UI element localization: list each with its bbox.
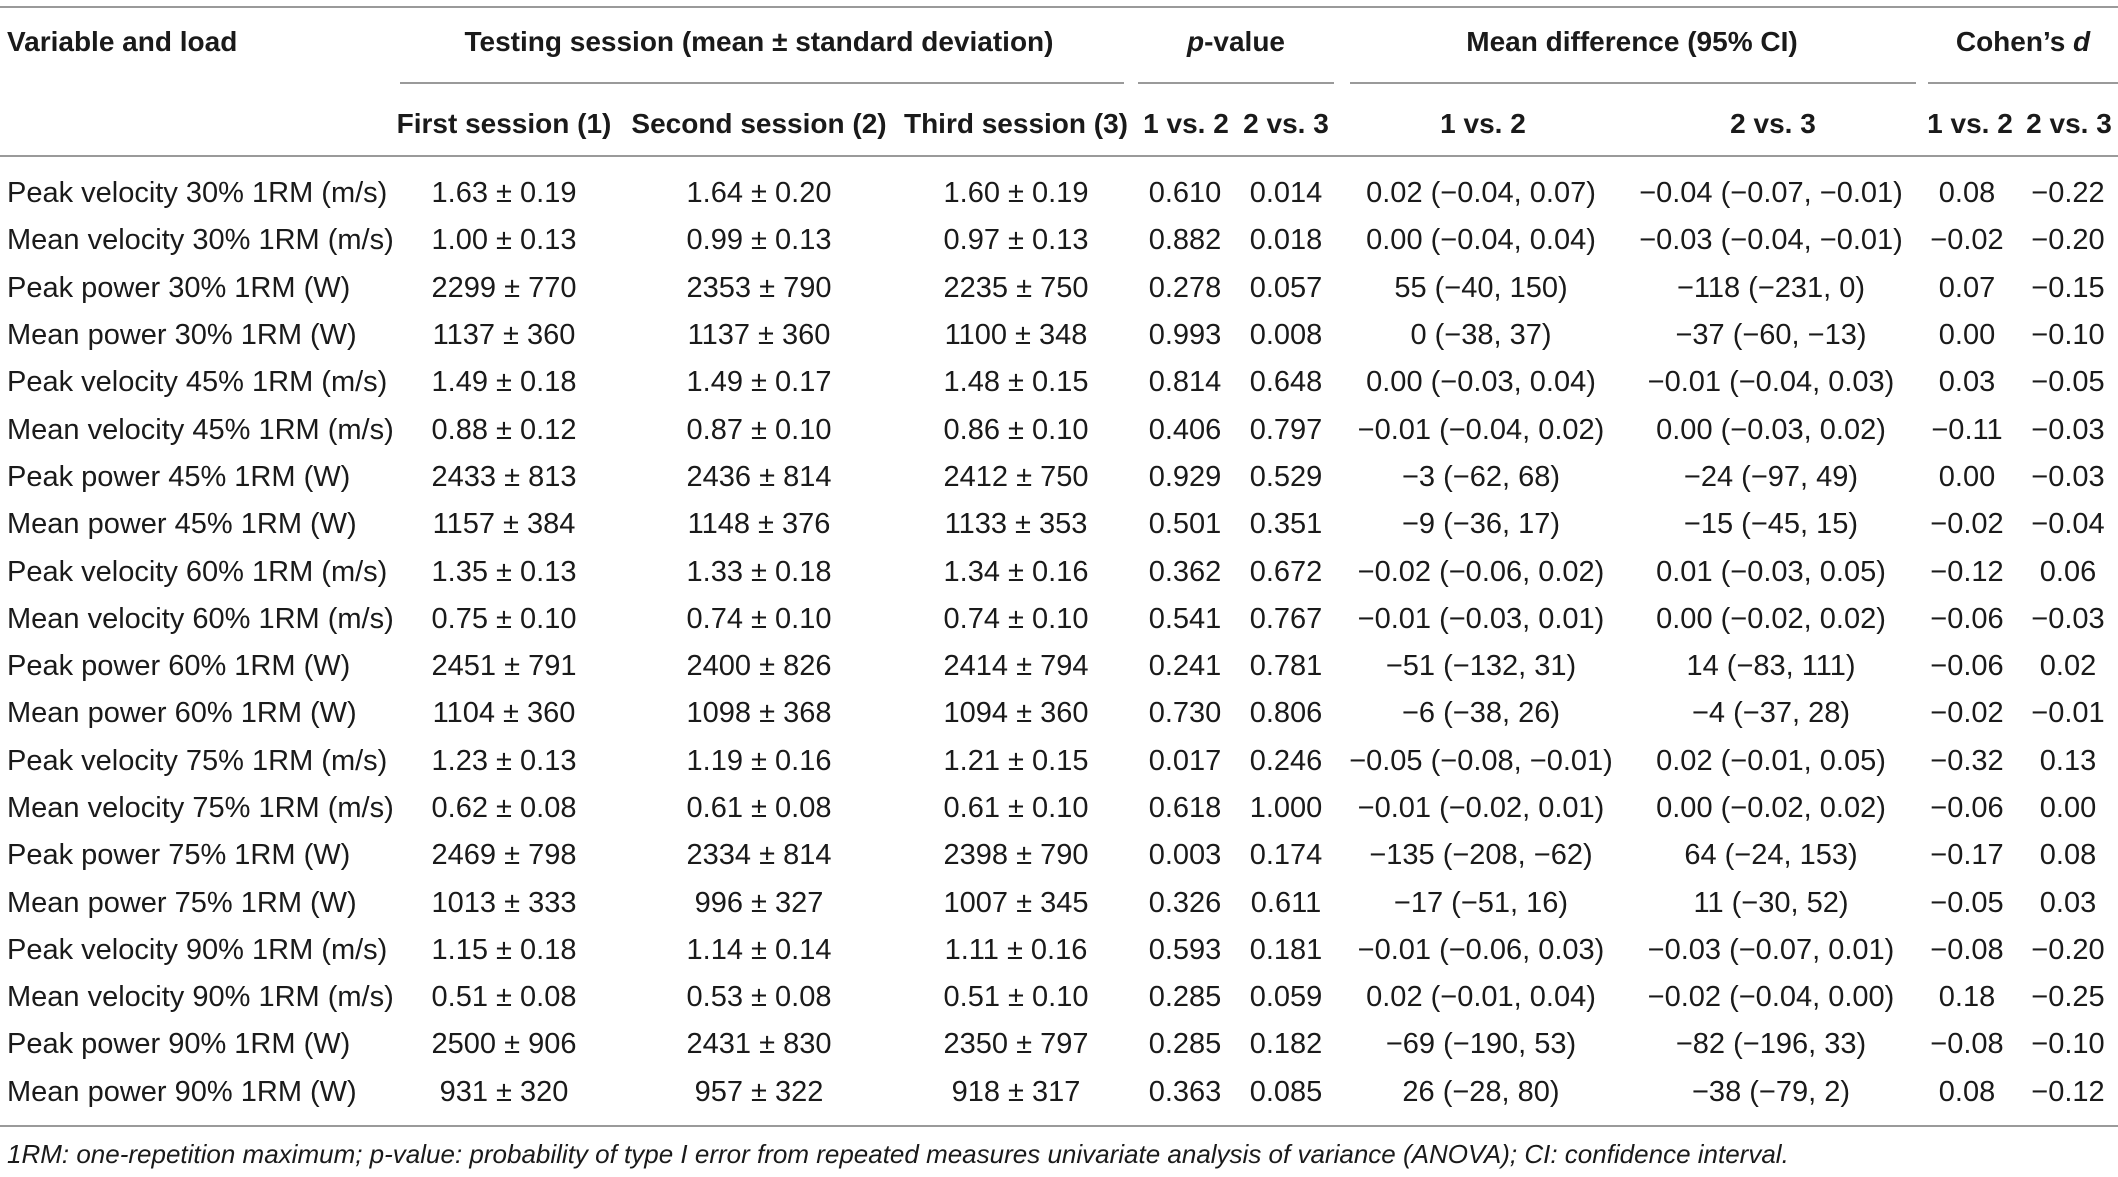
table-row: [0, 359, 2118, 406]
md-2v3-cell: −118 (−231, 0): [1676, 271, 1866, 304]
p-2v3-cell: 0.182: [1249, 1028, 1323, 1061]
p-2v3-cell: 0.057: [1249, 271, 1323, 304]
md-1v2-cell: −0.01 (−0.06, 0.03): [1357, 933, 1605, 966]
md-1v2-cell: 26 (−28, 80): [1402, 1075, 1560, 1108]
third-session-cell: 918 ± 317: [951, 1075, 1081, 1108]
md-1v2-cell: −0.01 (−0.04, 0.02): [1357, 413, 1605, 446]
d-1v2-cell: −0.02: [1930, 697, 2004, 730]
variable-cell: Peak velocity 90% 1RM (m/s): [7, 933, 388, 966]
d-2v3-cell: −0.03: [2031, 413, 2105, 446]
p-1v2-cell: 0.285: [1148, 981, 1222, 1014]
variable-cell: Peak power 45% 1RM (W): [7, 460, 351, 493]
p-2v3-cell: 0.181: [1249, 933, 1323, 966]
cohens-prefix: Cohen’s: [1955, 26, 2074, 57]
second-session-cell: 2334 ± 814: [686, 839, 832, 872]
d-2v3-cell: 0.00: [2039, 792, 2097, 824]
table-row: [0, 690, 2118, 737]
first-session-cell: 1.15 ± 0.18: [431, 933, 577, 966]
d-2v3-cell: −0.12: [2031, 1075, 2105, 1108]
table-row: [0, 785, 2118, 832]
third-session-cell: 1094 ± 360: [943, 697, 1089, 730]
third-session-cell: 0.86 ± 0.10: [943, 413, 1089, 446]
first-session-cell: 931 ± 320: [439, 1075, 569, 1108]
header-mean-difference: Mean difference (95% CI): [1466, 26, 1798, 57]
header-d-2v3: 2 vs. 3: [2026, 108, 2112, 139]
first-session-cell: 2433 ± 813: [431, 460, 577, 493]
second-session-cell: 1.64 ± 0.20: [686, 177, 832, 210]
p-1v2-cell: 0.541: [1148, 602, 1222, 635]
md-2v3-cell: 14 (−83, 111): [1686, 650, 1856, 683]
p-1v2-cell: 0.363: [1148, 1075, 1222, 1108]
d-2v3-cell: −0.22: [2031, 177, 2105, 210]
variable-cell: Peak velocity 75% 1RM (m/s): [7, 744, 388, 777]
md-2v3-cell: −0.03 (−0.07, 0.01): [1647, 933, 1895, 966]
second-session-cell: 0.61 ± 0.08: [686, 792, 832, 824]
table-bottom-rule: [0, 1125, 2118, 1127]
variable-cell: Mean power 60% 1RM (W): [7, 697, 357, 730]
md-1v2-cell: −17 (−51, 16): [1393, 886, 1569, 919]
second-session-cell: 2436 ± 814: [686, 460, 832, 493]
md-2v3-cell: −0.03 (−0.04, −0.01): [1639, 224, 1903, 257]
second-session-cell: 957 ± 322: [694, 1075, 824, 1108]
md-2v3-cell: −24 (−97, 49): [1683, 460, 1859, 493]
variable-cell: Mean velocity 90% 1RM (m/s): [7, 981, 394, 1014]
header-p-2v3: 2 vs. 3: [1243, 108, 1329, 139]
p-2v3-cell: 0.085: [1249, 1075, 1323, 1108]
p-1v2-cell: 0.610: [1148, 177, 1222, 210]
second-session-cell: 1.33 ± 0.18: [686, 555, 832, 588]
md-1v2-cell: 0.00 (−0.03, 0.04): [1366, 366, 1596, 399]
first-session-cell: 0.88 ± 0.12: [431, 413, 577, 446]
p-2v3-cell: 0.648: [1249, 366, 1323, 399]
first-session-cell: 2469 ± 798: [431, 839, 577, 872]
md-1v2-cell: −51 (−132, 31): [1385, 650, 1577, 683]
table-row: [0, 217, 2118, 264]
first-session-cell: 1157 ± 384: [432, 508, 576, 541]
header-md-2v3: 2 vs. 3: [1730, 108, 1816, 139]
p-value-suffix: -value: [1204, 26, 1286, 57]
second-session-cell: 2431 ± 830: [686, 1028, 832, 1061]
md-2v3-cell: 0.00 (−0.03, 0.02): [1656, 413, 1886, 446]
table-row: [0, 501, 2118, 548]
third-session-cell: 1007 ± 345: [943, 886, 1089, 919]
p-1v2-cell: 0.993: [1148, 319, 1222, 352]
md-1v2-cell: −0.02 (−0.06, 0.02): [1357, 555, 1605, 588]
table-row: [0, 596, 2118, 643]
md-2v3-cell: 0.00 (−0.02, 0.02): [1656, 792, 1886, 824]
p-2v3-cell: 0.059: [1249, 981, 1323, 1014]
md-2v3-cell: −37 (−60, −13): [1675, 319, 1867, 352]
variable-cell: Mean power 45% 1RM (W): [7, 508, 357, 541]
variable-cell: Mean velocity 45% 1RM (m/s): [7, 413, 394, 446]
d-2v3-cell: −0.05: [2031, 366, 2105, 399]
table-row: [0, 738, 2118, 785]
header-p-value: [1136, 20, 1336, 64]
variable-cell: Peak velocity 45% 1RM (m/s): [7, 366, 388, 399]
mean-difference-subrule: [1350, 82, 1916, 84]
d-1v2-cell: 0.03: [1938, 366, 1996, 399]
third-session-cell: 2412 ± 750: [943, 460, 1089, 493]
header-d-1v2: 1 vs. 2: [1927, 108, 2013, 139]
second-session-cell: 2400 ± 826: [686, 650, 832, 683]
header-md-1v2: 1 vs. 2: [1440, 108, 1526, 139]
d-2v3-cell: −0.04: [2031, 508, 2105, 541]
md-1v2-cell: 0.02 (−0.01, 0.04): [1366, 981, 1596, 1014]
p-1v2-cell: 0.285: [1148, 1028, 1222, 1061]
p-1v2-cell: 0.241: [1148, 650, 1222, 683]
table-row: [0, 548, 2118, 595]
header-third-session: Third session (3): [903, 108, 1129, 139]
p-italic: p: [1186, 26, 1205, 57]
second-session-cell: 1.14 ± 0.14: [686, 933, 832, 966]
md-1v2-cell: 0.02 (−0.04, 0.07): [1366, 177, 1596, 210]
third-session-cell: 1100 ± 348: [944, 319, 1088, 352]
d-2v3-cell: 0.03: [2039, 886, 2097, 919]
d-1v2-cell: −0.06: [1930, 792, 2004, 824]
second-session-cell: 996 ± 327: [694, 886, 824, 919]
variable-cell: Mean velocity 75% 1RM (m/s): [7, 792, 394, 824]
third-session-cell: 1.21 ± 0.15: [943, 744, 1089, 777]
cohens-d-italic: d: [2073, 26, 2091, 57]
d-1v2-cell: 0.00: [1938, 460, 1996, 493]
first-session-cell: 1013 ± 333: [431, 886, 577, 919]
md-2v3-cell: 0.02 (−0.01, 0.05): [1656, 744, 1886, 777]
d-1v2-cell: −0.17: [1930, 839, 2004, 872]
d-2v3-cell: −0.01: [2031, 697, 2105, 730]
variable-cell: Peak power 60% 1RM (W): [7, 650, 351, 683]
second-session-cell: 0.87 ± 0.10: [686, 413, 832, 446]
p-2v3-cell: 0.174: [1249, 839, 1323, 872]
variable-cell: Mean velocity 30% 1RM (m/s): [7, 224, 394, 257]
third-session-cell: 1.11 ± 0.16: [944, 933, 1088, 966]
d-2v3-cell: −0.25: [2031, 981, 2105, 1014]
md-2v3-cell: 64 (−24, 153): [1684, 839, 1858, 872]
md-1v2-cell: −9 (−36, 17): [1402, 508, 1560, 541]
third-session-cell: 1.60 ± 0.19: [943, 177, 1089, 210]
p-1v2-cell: 0.618: [1148, 792, 1222, 824]
md-2v3-cell: 0.01 (−0.03, 0.05): [1656, 555, 1886, 588]
second-session-cell: 1148 ± 376: [687, 508, 831, 541]
d-2v3-cell: 0.06: [2039, 555, 2097, 588]
d-2v3-cell: 0.13: [2039, 744, 2097, 777]
d-1v2-cell: 0.00: [1938, 319, 1996, 352]
first-session-cell: 1.49 ± 0.18: [431, 366, 577, 399]
p-2v3-cell: 0.246: [1249, 744, 1323, 777]
first-session-cell: 1.23 ± 0.13: [431, 744, 577, 777]
md-2v3-cell: −0.01 (−0.04, 0.03): [1647, 366, 1895, 399]
variable-cell: Peak velocity 60% 1RM (m/s): [7, 555, 388, 588]
header-second-session: Second session (2): [631, 108, 887, 139]
third-session-cell: 0.74 ± 0.10: [943, 602, 1089, 635]
first-session-cell: 1.35 ± 0.13: [431, 555, 577, 588]
table-row: [0, 643, 2118, 690]
p-2v3-cell: 0.797: [1249, 413, 1323, 446]
p-1v2-cell: 0.326: [1148, 886, 1222, 919]
p-2v3-cell: 0.529: [1249, 460, 1323, 493]
md-1v2-cell: 55 (−40, 150): [1394, 271, 1568, 304]
second-session-cell: 1.19 ± 0.16: [686, 744, 832, 777]
d-2v3-cell: −0.10: [2031, 1028, 2105, 1061]
third-session-cell: 0.97 ± 0.13: [943, 224, 1089, 257]
d-1v2-cell: 0.08: [1938, 1075, 1996, 1108]
variable-cell: Mean velocity 60% 1RM (m/s): [7, 602, 394, 635]
variable-cell: Mean power 75% 1RM (W): [7, 886, 357, 919]
d-1v2-cell: 0.07: [1938, 271, 1996, 304]
md-2v3-cell: −0.04 (−0.07, −0.01): [1639, 177, 1903, 210]
third-session-cell: 2414 ± 794: [943, 650, 1089, 683]
d-2v3-cell: 0.08: [2039, 839, 2097, 872]
md-1v2-cell: −69 (−190, 53): [1385, 1028, 1577, 1061]
variable-cell: Peak power 90% 1RM (W): [7, 1028, 351, 1061]
table-row: [0, 170, 2118, 217]
table-row: [0, 1021, 2118, 1068]
first-session-cell: 2500 ± 906: [431, 1028, 577, 1061]
d-2v3-cell: −0.03: [2031, 602, 2105, 635]
third-session-cell: 1.48 ± 0.15: [943, 366, 1089, 399]
p-2v3-cell: 0.008: [1249, 319, 1323, 352]
header-cohens-d: [1928, 20, 2118, 64]
second-session-cell: 0.53 ± 0.08: [686, 981, 832, 1014]
table-row: [0, 879, 2118, 926]
md-1v2-cell: −0.01 (−0.03, 0.01): [1357, 602, 1605, 635]
p-2v3-cell: 1.000: [1249, 792, 1323, 824]
p-1v2-cell: 0.593: [1148, 933, 1222, 966]
variable-cell: Peak power 30% 1RM (W): [7, 271, 351, 304]
p-2v3-cell: 0.018: [1249, 224, 1323, 257]
d-2v3-cell: −0.20: [2031, 224, 2105, 257]
first-session-cell: 0.51 ± 0.08: [431, 981, 577, 1014]
table-row: [0, 974, 2118, 1021]
d-1v2-cell: −0.32: [1930, 744, 2004, 777]
second-session-cell: 0.99 ± 0.13: [686, 224, 832, 257]
d-1v2-cell: −0.08: [1930, 933, 2004, 966]
table-row: [0, 832, 2118, 879]
third-session-cell: 2350 ± 797: [943, 1028, 1089, 1061]
d-2v3-cell: 0.02: [2039, 650, 2097, 683]
third-session-cell: 0.61 ± 0.10: [943, 792, 1089, 824]
table-body: [0, 170, 2118, 1116]
md-1v2-cell: −3 (−62, 68): [1402, 460, 1560, 493]
header-p-1v2: 1 vs. 2: [1143, 108, 1229, 139]
p-1v2-cell: 0.814: [1148, 366, 1222, 399]
p-1v2-cell: 0.501: [1148, 508, 1222, 541]
table-top-rule: [0, 6, 2118, 8]
first-session-cell: 1137 ± 360: [432, 319, 576, 352]
p-1v2-cell: 0.730: [1148, 697, 1222, 730]
table-row: [0, 1069, 2118, 1116]
md-1v2-cell: −6 (−38, 26): [1402, 697, 1560, 730]
d-1v2-cell: −0.02: [1930, 508, 2004, 541]
header-first-session: First session (1): [396, 108, 612, 139]
md-1v2-cell: −0.01 (−0.02, 0.01): [1357, 792, 1605, 824]
variable-cell: Peak velocity 30% 1RM (m/s): [7, 177, 388, 210]
third-session-cell: 1.34 ± 0.16: [943, 555, 1089, 588]
d-1v2-cell: −0.06: [1930, 602, 2004, 635]
d-1v2-cell: −0.08: [1930, 1028, 2004, 1061]
testing-session-subrule: [400, 82, 1124, 84]
table-footnote: 1RM: one-repetition maximum; p-value: probability of type I error from repeated measures univariate analysis of variance (ANOVA); CI: confidence interval.: [7, 1139, 1789, 1169]
p-1v2-cell: 0.882: [1148, 224, 1222, 257]
md-2v3-cell: 0.00 (−0.02, 0.02): [1656, 602, 1886, 635]
md-2v3-cell: −15 (−45, 15): [1683, 508, 1859, 541]
header-bottom-rule: [0, 155, 2118, 157]
first-session-cell: 0.75 ± 0.10: [431, 602, 577, 635]
first-session-cell: 1104 ± 360: [432, 697, 576, 730]
first-session-cell: 2299 ± 770: [431, 271, 577, 304]
d-1v2-cell: −0.05: [1930, 886, 2004, 919]
d-1v2-cell: 0.18: [1938, 981, 1996, 1014]
p-2v3-cell: 0.672: [1249, 555, 1323, 588]
p-1v2-cell: 0.929: [1148, 460, 1222, 493]
second-session-cell: 2353 ± 790: [686, 271, 832, 304]
p-2v3-cell: 0.351: [1249, 508, 1323, 541]
variable-cell: Peak power 75% 1RM (W): [7, 839, 351, 872]
third-session-cell: 2398 ± 790: [943, 839, 1089, 872]
table-row: [0, 312, 2118, 359]
md-2v3-cell: −0.02 (−0.04, 0.00): [1647, 981, 1895, 1014]
d-2v3-cell: −0.15: [2031, 271, 2105, 304]
p-2v3-cell: 0.806: [1249, 697, 1323, 730]
d-2v3-cell: −0.20: [2031, 933, 2105, 966]
p-2v3-cell: 0.611: [1250, 886, 1322, 919]
p-2v3-cell: 0.781: [1249, 650, 1323, 683]
md-2v3-cell: −4 (−37, 28): [1692, 697, 1850, 730]
d-1v2-cell: 0.08: [1938, 177, 1996, 210]
third-session-cell: 0.51 ± 0.10: [943, 981, 1089, 1014]
second-session-cell: 1137 ± 360: [687, 319, 831, 352]
table-row: [0, 454, 2118, 501]
second-session-cell: 1.49 ± 0.17: [686, 366, 832, 399]
header-variable-and-load: Variable and load: [7, 26, 238, 57]
third-session-cell: 2235 ± 750: [943, 271, 1089, 304]
p-1v2-cell: 0.278: [1148, 271, 1222, 304]
variable-cell: Mean power 90% 1RM (W): [7, 1075, 357, 1108]
second-session-cell: 0.74 ± 0.10: [686, 602, 832, 635]
p-1v2-cell: 0.406: [1148, 413, 1222, 446]
second-session-cell: 1098 ± 368: [686, 697, 832, 730]
third-session-cell: 1133 ± 353: [944, 508, 1088, 541]
d-1v2-cell: −0.11: [1931, 413, 2003, 446]
p-value-subrule: [1138, 82, 1334, 84]
p-1v2-cell: 0.017: [1148, 744, 1222, 777]
p-1v2-cell: 0.362: [1148, 555, 1222, 588]
p-2v3-cell: 0.014: [1249, 177, 1323, 210]
md-2v3-cell: −38 (−79, 2): [1692, 1075, 1850, 1108]
md-1v2-cell: 0 (−38, 37): [1410, 319, 1552, 352]
d-2v3-cell: −0.03: [2031, 460, 2105, 493]
table-row: [0, 265, 2118, 312]
first-session-cell: 1.00 ± 0.13: [431, 224, 577, 257]
first-session-cell: 2451 ± 791: [431, 650, 577, 683]
d-2v3-cell: −0.10: [2031, 319, 2105, 352]
table-row: [0, 406, 2118, 453]
data-table: [0, 170, 2118, 1116]
md-2v3-cell: −82 (−196, 33): [1675, 1028, 1867, 1061]
md-1v2-cell: −135 (−208, −62): [1369, 839, 1593, 872]
header-testing-session: Testing session (mean ± standard deviation): [464, 26, 1054, 57]
d-1v2-cell: −0.06: [1930, 650, 2004, 683]
d-1v2-cell: −0.02: [1930, 224, 2004, 257]
first-session-cell: 0.62 ± 0.08: [431, 792, 577, 824]
d-1v2-cell: −0.12: [1930, 555, 2004, 588]
first-session-cell: 1.63 ± 0.19: [431, 177, 577, 210]
p-2v3-cell: 0.767: [1249, 602, 1323, 635]
table-row: [0, 927, 2118, 974]
variable-cell: Mean power 30% 1RM (W): [7, 319, 357, 352]
md-1v2-cell: 0.00 (−0.04, 0.04): [1366, 224, 1596, 257]
p-1v2-cell: 0.003: [1148, 839, 1222, 872]
md-2v3-cell: 11 (−30, 52): [1693, 886, 1849, 919]
md-1v2-cell: −0.05 (−0.08, −0.01): [1349, 744, 1613, 777]
cohens-d-subrule: [1928, 82, 2118, 84]
